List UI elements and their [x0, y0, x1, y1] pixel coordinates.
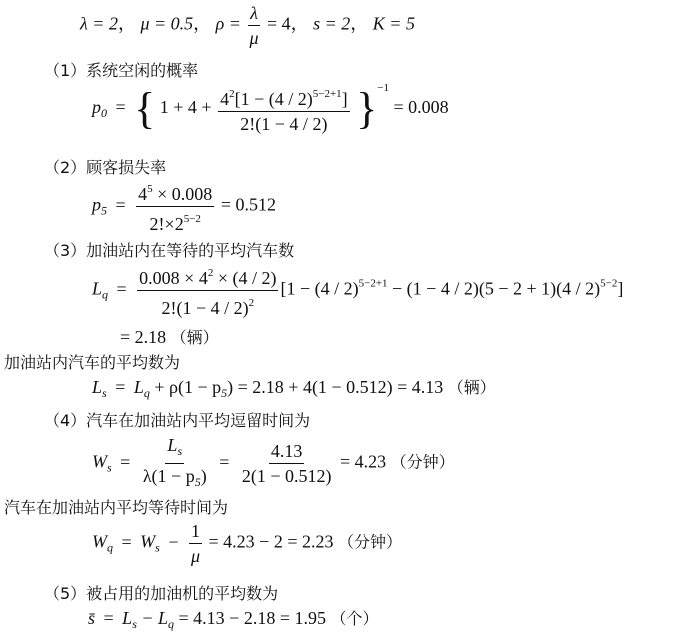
q3-bracket-b: − (1 − 4 / 2)(5 − 2 + 1)(4 / 2)	[387, 278, 601, 299]
q2-lhs: p	[92, 194, 101, 215]
q3-lhs: L	[92, 278, 103, 299]
q4-fraction-1	[141, 434, 209, 493]
wq-minus: −	[168, 531, 179, 552]
q4-eq2: =	[219, 451, 230, 472]
rho-fraction	[247, 2, 260, 49]
q2-num-sup: 5	[147, 183, 153, 195]
q5-eq: =	[103, 608, 114, 628]
q3-den-base: 2!(1 − 4 / 2)	[161, 298, 249, 318]
ls-lhs: L	[92, 377, 103, 397]
rho-lhs: ρ =	[215, 13, 241, 34]
q1-num-rest: [1 − (4 / 2)	[234, 88, 313, 109]
q5-b: − L	[136, 608, 169, 628]
q2-frac-num	[136, 178, 214, 207]
lambda-param: λ = 2	[80, 13, 118, 34]
q3-frac-den	[160, 291, 257, 319]
ls-formula	[92, 375, 496, 401]
q2-fraction	[136, 178, 214, 235]
ls-lhs-sub: s	[102, 386, 107, 400]
q2-frac-den	[148, 207, 203, 235]
rho-numerator: λ	[248, 2, 260, 26]
wq-eq: =	[121, 531, 132, 552]
q5-heading: （5）被占用的加油机的平均数为	[44, 584, 279, 603]
q4-f2-num: 4.13	[269, 440, 305, 464]
q5-b-sub: q	[168, 617, 175, 631]
q2-heading: （2）顾客损失率	[44, 158, 167, 177]
q3-fraction	[137, 262, 278, 319]
q4-unit: （分钟）	[390, 452, 455, 472]
q3-lhs-sub: q	[102, 287, 109, 302]
q5-a-sub: s	[132, 617, 137, 631]
q1-close-sup: −1	[377, 82, 389, 94]
q4-f2-den: 2(1 − 0.512)	[241, 466, 332, 486]
s-param: s = 2	[313, 13, 351, 34]
wq-a-sub: s	[155, 540, 160, 555]
q2-lhs-sub: 5	[101, 203, 107, 218]
q3-num-base: 0.008 × 4	[139, 268, 208, 288]
q1-num-sup: 2	[229, 87, 235, 100]
q1-close-brace: }	[356, 83, 378, 133]
q2-num-base: 4	[138, 184, 148, 204]
wq-a: W	[140, 531, 156, 552]
wq-fraction	[189, 520, 202, 567]
q1-heading: （1）系统空闲的概率	[44, 61, 199, 80]
q1-num-end: ]	[341, 88, 348, 109]
q4-f1-num	[165, 434, 184, 464]
wq-f-den: μ	[190, 546, 201, 566]
rho-denominator: μ	[249, 28, 259, 48]
q2-den-base: 2!×2	[149, 214, 184, 234]
q4-eq: =	[120, 451, 131, 472]
q3-formula	[92, 262, 623, 319]
q1-num-base: 4	[220, 88, 230, 109]
q2-eq: =	[115, 194, 126, 215]
q1-open-brace: {	[134, 83, 156, 133]
q3-den-sup: 2	[248, 297, 255, 309]
q3-unit: （辆）	[170, 328, 219, 347]
q3-bracket-end: ]	[617, 278, 624, 299]
ls-a: L	[133, 377, 144, 397]
ls-a-sub: q	[143, 386, 150, 400]
ls-b-sub: 5	[221, 386, 228, 400]
q4-heading: （4）汽车在加油站内平均逗留时间为	[44, 411, 311, 430]
q1-left: 1 + 4 +	[159, 97, 212, 117]
ls-heading: 加油站内汽车的平均数为	[4, 353, 181, 372]
q1-lhs: p	[92, 97, 101, 117]
wq-unit: （分钟）	[338, 532, 403, 552]
q3-bracket-sup2: 5−2	[600, 277, 618, 290]
q3-result-line	[120, 325, 219, 348]
q4-f1-den	[141, 464, 209, 493]
q4-formula	[92, 434, 455, 493]
ls-c: ) = 2.18 + 4(1 − 0.512) = 4.13	[227, 377, 444, 397]
q1-eq: =	[115, 97, 126, 117]
ls-b: + ρ(1 − p	[149, 377, 222, 397]
q5-a: L	[122, 608, 133, 628]
q2-formula	[92, 178, 276, 235]
q3-eq: =	[116, 278, 127, 299]
q3-num-sup: 2	[207, 267, 214, 279]
q1-num-sup2: 5−2+1	[312, 87, 342, 100]
q4-f1-den-a: λ(1 − p	[142, 466, 195, 486]
wq-lhs-sub: q	[107, 540, 113, 555]
q4-rhs: = 4.23	[340, 451, 387, 472]
wq-formula	[92, 520, 402, 567]
wq-lhs: W	[92, 531, 107, 552]
q3-bracket-a: [1 − (4 / 2)	[280, 278, 359, 299]
q4-lhs-sub: s	[107, 460, 112, 475]
wq-heading: 汽车在加油站内平均等待时间为	[4, 498, 229, 517]
q4-f1-num-sub: s	[177, 444, 183, 458]
q2-rhs: = 0.512	[220, 194, 276, 215]
q3-frac-num	[137, 262, 278, 291]
q3-num-rest: × (4 / 2)	[213, 268, 277, 288]
q5-unit: （个）	[330, 609, 379, 628]
q5-lhs: s̄	[88, 608, 96, 628]
q1-rhs: = 0.008	[393, 97, 449, 117]
q1-frac-den: 2!(1 − 4 / 2)	[240, 113, 328, 134]
q1-fraction	[218, 83, 350, 135]
q1-formula	[92, 82, 449, 135]
wq-f-num: 1	[189, 520, 202, 544]
q3-result: = 2.18	[120, 327, 167, 347]
k-param: K = 5	[372, 13, 415, 34]
q4-fraction-2	[240, 440, 334, 487]
q3-bracket-sup1: 5−2+1	[358, 277, 388, 290]
q4-lhs: W	[92, 451, 107, 472]
q1-lhs-sub: 0	[101, 106, 107, 120]
q2-num-rest: × 0.008	[152, 184, 213, 204]
wq-rhs: = 4.23 − 2 = 2.23	[208, 531, 334, 552]
parameter-line: λ = 2， μ = 0.5， ρ = $\frac{\lambda}{\mu}$ = 4， s = 2， K = 5	[80, 3, 415, 48]
rho-rhs: = 4	[266, 13, 291, 34]
q5-formula	[88, 606, 379, 632]
ls-unit: （辆）	[447, 378, 496, 397]
q4-f1-num-base: L	[167, 435, 178, 455]
q1-frac-num	[218, 83, 350, 112]
q2-den-sup: 5−2	[183, 213, 201, 225]
ls-eq: =	[115, 377, 126, 397]
q4-f1-den-sub: 5	[194, 475, 201, 489]
mu-param: μ = 0.5	[140, 13, 194, 34]
q5-rhs: = 4.13 − 2.18 = 1.95	[174, 608, 326, 628]
q4-f1-den-b: )	[200, 466, 207, 486]
q3-heading: （3）加油站内在等待的平均汽车数	[44, 241, 295, 260]
